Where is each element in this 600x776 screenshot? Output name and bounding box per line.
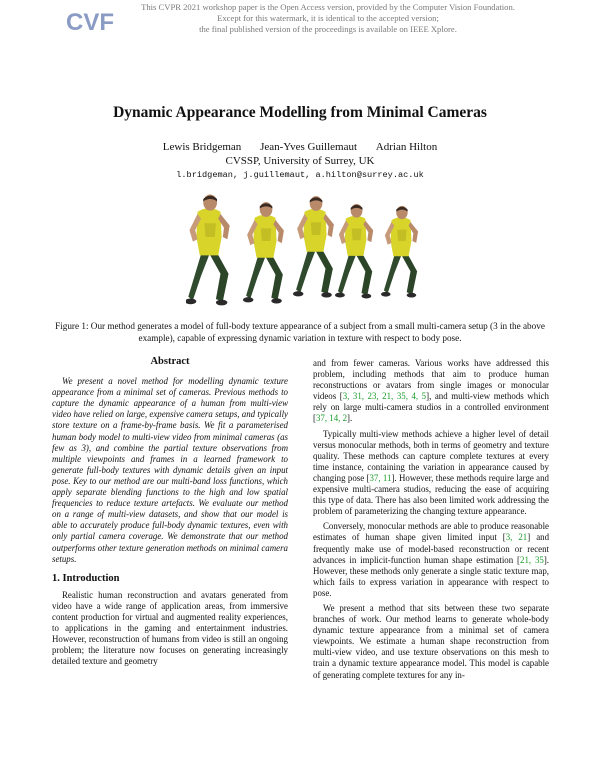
author-emails: l.bridgeman, j.guillemaut, a.hilton@surrey.ac.uk xyxy=(176,170,424,180)
watermark-line-2: Except for this watermark, it is identical to the accepted version; xyxy=(217,13,439,23)
author-name: Lewis Bridgeman xyxy=(162,141,242,153)
runner-render-5 xyxy=(381,206,418,298)
right-column xyxy=(313,358,549,681)
runner-render-3 xyxy=(293,196,334,297)
abstract-heading: Abstract xyxy=(150,356,190,367)
cvf-logo-text: CVF xyxy=(66,9,114,36)
intro-paragraph: Realistic human reconstruction and avatars generated from video have a wide range of application areas, from immersive content production for virtual and augmented reality experiences, to applications in the gaming and entertainment industries. However, reconstruction of humans from video is still an ongoing problem; the literature now focuses on generating increasingly detailed texture and geometry xyxy=(52,589,288,667)
citation-link[interactable]: 3, 31, 23, 21, 35, 4, 5 xyxy=(342,391,427,402)
open-access-watermark xyxy=(118,2,538,35)
author-name: Adrian Hilton xyxy=(375,141,438,153)
runner-render-2 xyxy=(243,202,284,303)
watermark-line-1: This CVPR 2021 workshop paper is the Open Access version, provided by the Computer Vision Foundation. xyxy=(141,2,515,12)
body-paragraph: and from fewer cameras. Various works have addressed this problem, including methods that aim to produce human reconstructions or avatars from single images or monocular videos [3, 31, 23, 21, 35, 4, 5], and multi-view methods which rely on large multi-camera studios in a controlled environment [37, 14, 2]. xyxy=(313,358,549,424)
left-column xyxy=(52,356,288,667)
watermark-line-3: the final published version of the proceedings is available on IEEE Xplore. xyxy=(199,24,457,34)
runner-render-1 xyxy=(186,194,230,305)
citation-link[interactable]: 21, 35 xyxy=(520,554,544,565)
citation-link[interactable]: 37, 11 xyxy=(369,472,392,483)
abstract-text: We present a novel method for modelling dynamic texture appearance from a minimal set of cameras. Previous methods to capture the dynamic appearance of a human from multi-view video have relied on large, expensive camera setups, and typically store texture on a frame-by-frame basis. We fit a parameterised human body model to multi-view video from minimal cameras (as few as 3), and combine the partial texture observations from multiple viewpoints and frames in a learned framework to generate full-body textures with dynamic details given an input pose. Key to our method are our multi-band loss functions, which apply separate blending functions to the high and low spatial frequencies to reduce texture artefacts. We evaluate our method on a range of multi-view datasets, and show that our model is able to accurately produce full-body dynamic textures, even with only partial camera coverage. We demonstrate that our method outperforms other texture generation methods on minimal camera setups. xyxy=(52,376,288,564)
author-list xyxy=(0,141,600,153)
body-paragraph: We present a method that sits between these two separate branches of work. Our method learns to generate whole-body dynamic texture appearance from a minimal set of camera viewpoints. We estimate a human shape reconstruction from multi-view video, and use texture observations on this mesh to train a dynamic texture appearance model. This model is capable of generating complete textures for any in- xyxy=(313,602,549,680)
paper-title: Dynamic Appearance Modelling from Minimal Cameras xyxy=(113,104,487,121)
runner-render-4 xyxy=(335,204,373,299)
affiliation: CVSSP, University of Surrey, UK xyxy=(225,155,375,167)
author-name: Jean-Yves Guillemaut xyxy=(260,141,358,153)
citation-link[interactable]: 37, 14, 2 xyxy=(315,413,348,424)
cvf-logo xyxy=(64,6,114,36)
section-heading-introduction: 1. Introduction xyxy=(52,572,120,584)
body-paragraph: Typically multi-view methods achieve a higher level of detail versus monocular methods, both in terms of geometry and texture quality. These methods can capture complete textures at every time instance, containing the variation in appearance caused by changing pose [37, 11]. However, these methods require large and expensive multi-camera studios, reducing the ease of acquiring this type of data. There has also been limited work addressing the problem of parameterizing the changing texture appearance. xyxy=(313,428,549,517)
body-paragraph: Conversely, monocular methods are able to produce reasonable estimates of human shape given limited input [3, 21] and frequently make use of model-based reconstruction or recent advances in implicit-function human shape estimation [21, 35]. However, these methods only generate a single static texture map, which fails to express variation in appearance with respect to pose. xyxy=(313,521,550,598)
teaser-figure xyxy=(186,185,424,310)
citation-link[interactable]: 3, 21 xyxy=(505,532,528,543)
figure-caption: Figure 1: Our method generates a model of full-body texture appearance of a subject from a small multi-camera setup (3 in the above example), capable of expressing dynamic variation in texture with respect to body pose. xyxy=(55,321,545,343)
